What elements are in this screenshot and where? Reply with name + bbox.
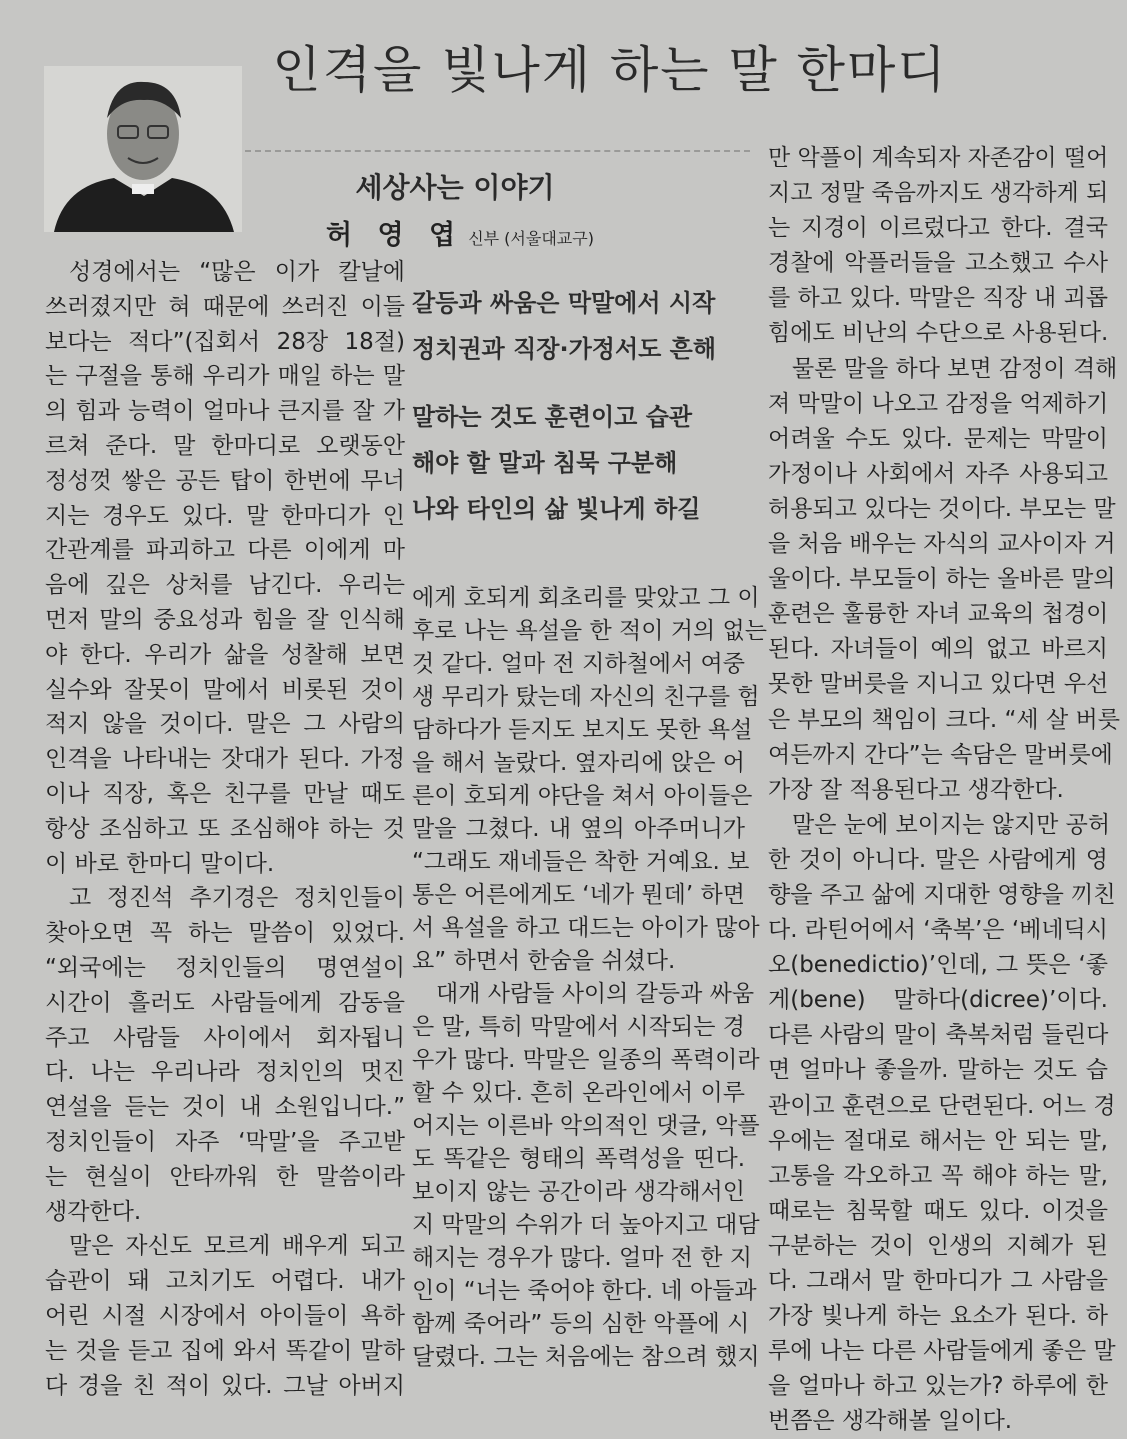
article-column-1 bbox=[45, 255, 405, 1403]
text-line: 통은 어른에게도 ‘네가 뭔데’ 하면 bbox=[412, 882, 745, 908]
text-line: 인격을 나타내는 잣대가 된다. 가정 bbox=[45, 746, 405, 773]
text-line: 해지는 경우가 많다. 얼마 전 한 지 bbox=[412, 1245, 753, 1271]
text-line: 우에는 절대로 해서는 안 되는 말, bbox=[768, 1127, 1108, 1154]
text-line: 지고 정말 죽음까지도 생각하게 되 bbox=[768, 180, 1109, 207]
text-line: 보다는 적다”(집회서 28장 18절) bbox=[45, 328, 405, 355]
text-line: 항상 조심하고 또 조심해야 하는 것 bbox=[45, 815, 405, 842]
title-divider bbox=[245, 150, 750, 152]
text-line: 때로는 침묵할 때도 있다. 이것을 bbox=[768, 1197, 1108, 1224]
text-line: 가정이나 사회에서 자주 사용되고 bbox=[768, 460, 1108, 487]
text-line: 구분하는 것이 인생의 지혜가 된 bbox=[768, 1232, 1108, 1259]
text-line: 담하다가 듣지도 보지도 못한 욕설 bbox=[412, 717, 753, 743]
text-line: 어린 시절 시장에서 아이들이 욕하 bbox=[45, 1302, 405, 1329]
text-line: 간관계를 파괴하고 다른 이에게 마 bbox=[45, 537, 405, 564]
text-line: 다. 그래서 말 한마디가 그 사람을 bbox=[768, 1268, 1108, 1294]
text-line: 의 힘과 능력이 얼마나 큰지를 잘 가 bbox=[45, 398, 405, 425]
text-line: 음에 깊은 상처를 남긴다. 우리는 bbox=[45, 572, 405, 599]
text-line: 다. 나는 우리나라 정치인의 멋진 bbox=[45, 1059, 405, 1086]
text-line: 관이고 훈련으로 단련된다. 어느 경 bbox=[768, 1092, 1116, 1119]
text-line: “그래도 재네들은 착한 거예요. 보 bbox=[412, 849, 750, 875]
text-line: 힘에도 비난의 수단으로 사용된다. bbox=[768, 320, 1109, 347]
text-line: 우가 많다. 막말은 일종의 폭력이라 bbox=[412, 1047, 760, 1073]
subheading: 나와 타인의 삶 빛나게 하길 bbox=[412, 495, 701, 523]
text-line: 고통을 각오하고 꼭 해야 하는 말, bbox=[768, 1162, 1108, 1189]
text-line: 정성껏 쌓은 공든 탑이 한번에 무너 bbox=[45, 467, 405, 494]
text-line: 번쯤은 생각해볼 일이다. bbox=[768, 1408, 1013, 1435]
text-line: 오(benedictio)’인데, 그 뜻은 ‘좋 bbox=[768, 952, 1108, 979]
author-portrait-icon bbox=[44, 66, 242, 232]
text-line: 다른 사람의 말이 축복처럼 들린다 bbox=[768, 1022, 1109, 1049]
text-line: 후로 나는 욕설을 한 적이 거의 없는 bbox=[412, 618, 767, 644]
text-line: 물론 말을 하다 보면 감정이 격해 bbox=[792, 355, 1118, 382]
author-photo bbox=[44, 66, 242, 232]
text-line: 져 막말이 나오고 감정을 억제하기 bbox=[768, 390, 1109, 417]
text-line: 울이다. 부모들이 하는 올바른 말의 bbox=[768, 566, 1116, 593]
author-name: 허 영 엽 bbox=[326, 220, 464, 251]
text-line: 만 악플이 계속되자 자존감이 떨어 bbox=[768, 145, 1109, 171]
text-line: 달렸다. 그는 처음에는 참으려 했지 bbox=[412, 1344, 760, 1370]
text-line: 말을 그쳤다. 내 옆의 아주머니가 bbox=[412, 816, 745, 842]
text-line: 말은 눈에 보이지는 않지만 공허 bbox=[792, 811, 1111, 838]
text-line: 이나 직장, 혹은 친구를 만날 때도 bbox=[45, 780, 405, 807]
text-line: “외국에는 정치인들의 명연설이 bbox=[45, 954, 405, 981]
text-line: 에게 호되게 회초리를 맞았고 그 이 bbox=[412, 585, 760, 611]
text-line: 를 하고 있다. 막말은 직장 내 괴롭 bbox=[768, 285, 1109, 312]
text-line: 어지는 이른바 악의적인 댓글, 악플 bbox=[412, 1113, 760, 1139]
text-line: 고 정진석 추기경은 정치인들이 bbox=[69, 885, 405, 912]
text-line: 이 바로 한마디 말이다. bbox=[45, 850, 275, 877]
text-line: 을 처음 배우는 자식의 교사이자 거 bbox=[768, 531, 1116, 558]
text-line: 것 같다. 얼마 전 지하철에서 여중 bbox=[412, 651, 745, 677]
text-line: 경찰에 악플러들을 고소했고 수사 bbox=[768, 250, 1108, 277]
text-line: 야 한다. 우리가 삶을 성찰해 보면 bbox=[45, 641, 405, 668]
text-line: 서 욕설을 하고 대드는 아이가 많아 bbox=[412, 915, 760, 941]
text-line: 할 수 있다. 흔히 온라인에서 이루 bbox=[412, 1080, 745, 1106]
text-line: 시간이 흘러도 사람들에게 감동을 bbox=[45, 989, 405, 1016]
article-column-3 bbox=[768, 141, 1120, 1439]
subheading: 해야 할 말과 침묵 구분해 bbox=[412, 449, 678, 477]
author-role: 신부 (서울대교구) bbox=[468, 229, 594, 248]
text-line: 도 똑같은 형태의 폭력성을 띤다. bbox=[412, 1146, 745, 1172]
text-line: 요” 하면서 한숨을 쉬셨다. bbox=[412, 948, 676, 974]
text-line: 생 무리가 탔는데 자신의 친구를 험 bbox=[412, 684, 760, 710]
text-line: 연설을 듣는 것이 내 소원입니다.” bbox=[45, 1094, 405, 1121]
text-line: 지 막말의 수위가 더 높아지고 대담 bbox=[412, 1212, 760, 1238]
text-line: 는 것을 듣고 집에 와서 똑같이 말하 bbox=[45, 1337, 405, 1364]
article-title: 인격을 빛나게 하는 말 한마디 bbox=[272, 41, 948, 99]
text-line: 정치인들이 자주 ‘막말’을 주고받 bbox=[45, 1128, 405, 1155]
column-series-name: 세상사는 이야기 bbox=[355, 171, 555, 204]
text-line: 대개 사람들 사이의 갈등과 싸움 bbox=[436, 981, 755, 1007]
text-line: 면 얼마나 좋을까. 말하는 것도 습 bbox=[768, 1057, 1108, 1084]
text-line: 습관이 돼 고치기도 어렵다. 내가 bbox=[45, 1268, 405, 1295]
text-line: 인이 “너는 죽어야 한다. 네 아들과 bbox=[412, 1278, 757, 1304]
text-line: 주고 사람들 사이에서 회자됩니 bbox=[45, 1024, 405, 1051]
text-line: 적지 않을 것이다. 말은 그 사람의 bbox=[45, 711, 405, 738]
text-line: 을 얼마나 하고 있는가? 하루에 한 bbox=[768, 1373, 1108, 1400]
text-line: 허용되고 있다는 것이다. 부모는 말 bbox=[768, 495, 1116, 522]
text-line: 찾아오면 꼭 하는 말씀이 있었다. bbox=[45, 920, 405, 947]
text-line: 을 해서 놀랐다. 옆자리에 앉은 어 bbox=[412, 750, 745, 776]
text-line: 여든까지 간다”는 속담은 말버릇에 bbox=[768, 741, 1113, 768]
subheading: 갈등과 싸움은 막말에서 시작 bbox=[412, 289, 716, 317]
text-line: 보이지 않는 공간이라 생각해서인 bbox=[412, 1179, 745, 1205]
text-line: 다 경을 친 적이 있다. 그날 아버지 bbox=[45, 1372, 405, 1399]
text-line: 다. 라틴어에서 ‘축복’은 ‘베네딕시 bbox=[768, 917, 1109, 944]
text-line: 못한 말버릇을 지니고 있다면 우선 bbox=[768, 671, 1109, 698]
byline bbox=[300, 213, 620, 252]
text-line: 루에 나는 다른 사람들에게 좋은 말 bbox=[768, 1338, 1116, 1365]
text-line: 가장 빛나게 하는 요소가 된다. 하 bbox=[768, 1303, 1108, 1330]
text-line: 르쳐 준다. 말 한마디로 오랫동안 bbox=[45, 432, 405, 459]
text-line: 지는 경우도 있다. 말 한마디가 인 bbox=[45, 502, 405, 529]
subheading: 말하는 것도 훈련이고 습관 bbox=[412, 403, 693, 431]
text-line: 은 부모의 책임이 크다. “세 살 버릇 bbox=[768, 706, 1120, 733]
text-line: 가장 잘 적용된다고 생각한다. bbox=[768, 776, 1064, 803]
subheadings bbox=[412, 280, 745, 532]
subheading: 정치권과 직장·가정서도 흔해 bbox=[412, 335, 717, 363]
text-line: 된다. 자녀들이 예의 없고 바르지 bbox=[768, 636, 1108, 663]
text-line: 은 말, 특히 막말에서 시작되는 경 bbox=[412, 1014, 745, 1040]
text-line: 향을 주고 삶에 지대한 영향을 끼친 bbox=[768, 881, 1116, 908]
text-line: 른이 호되게 야단을 쳐서 아이들은 bbox=[412, 783, 753, 809]
text-line: 게(bene) 말하다(dicree)’이다. bbox=[768, 987, 1108, 1014]
text-line: 함께 죽어라” 등의 심한 악플에 시 bbox=[412, 1311, 750, 1337]
article-column-2 bbox=[412, 582, 767, 1374]
text-line: 는 현실이 안타까워 한 말씀이라 bbox=[45, 1163, 405, 1190]
text-line: 는 구절을 통해 우리가 매일 하는 말 bbox=[45, 363, 405, 390]
text-line: 먼저 말의 중요성과 힘을 잘 인식해 bbox=[45, 606, 405, 633]
text-line: 생각한다. bbox=[45, 1198, 142, 1225]
text-line: 한 것이 아니다. 말은 사람에게 영 bbox=[768, 846, 1108, 873]
text-line: 쓰러졌지만 혀 때문에 쓰러진 이들 bbox=[45, 293, 405, 320]
text-line: 는 지경이 이르렀다고 한다. 결국 bbox=[768, 215, 1108, 242]
text-line: 말은 자신도 모르게 배우게 되고 bbox=[69, 1233, 405, 1260]
text-line: 성경에서는 “많은 이가 칼날에 bbox=[69, 259, 405, 285]
text-line: 실수와 잘못이 말에서 비롯된 것이 bbox=[45, 676, 405, 703]
text-line: 어려울 수도 있다. 문제는 막말이 bbox=[768, 425, 1108, 452]
text-line: 훈련은 훌륭한 자녀 교육의 첩경이 bbox=[768, 601, 1109, 628]
